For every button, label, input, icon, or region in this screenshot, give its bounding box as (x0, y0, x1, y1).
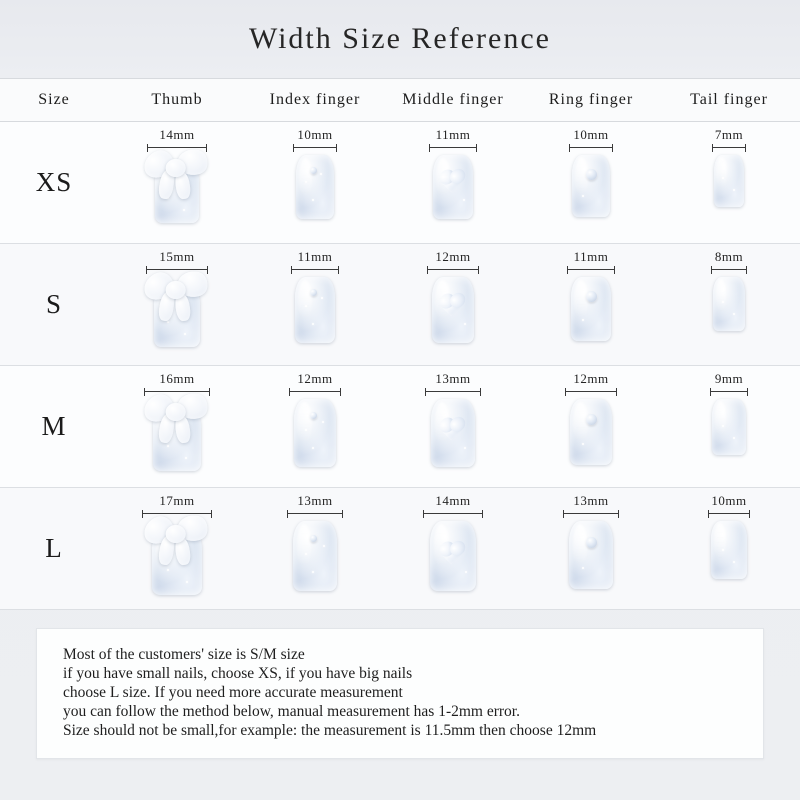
nail-thumb (141, 277, 213, 351)
nail-ring-finger (571, 277, 611, 341)
nail-cell-middle-finger (384, 244, 522, 365)
nail-thumb (139, 399, 215, 475)
caliper-marks (429, 144, 477, 152)
note-line-5: Size should not be small,for example: the measurement is 11.5mm then choose 12mm (63, 722, 597, 739)
caliper-marks (565, 388, 617, 396)
nail-index-finger (296, 155, 334, 219)
note-line-2: if you have small nails, choose XS, if you have big nails (63, 665, 413, 682)
caliper-marks (146, 266, 208, 274)
caliper-marks (291, 266, 339, 274)
table-row (0, 488, 800, 610)
note-line-4: you can follow the method below, manual measurement has 1-2mm error. (63, 703, 520, 720)
caliper-marks (425, 388, 481, 396)
width-label: 16mm (159, 371, 195, 386)
caliper-marks (427, 266, 479, 274)
nail-cell-tail-finger (660, 122, 798, 243)
width-label: 10mm (711, 493, 747, 508)
width-label: 11mm (297, 249, 333, 264)
width-label: 13mm (435, 371, 471, 386)
nail-thumb (142, 155, 212, 227)
nail-cell-middle-finger (384, 366, 522, 487)
nail-cell-thumb (108, 488, 246, 609)
nail-ring-finger (570, 399, 612, 465)
nail-cell-tail-finger (660, 244, 798, 365)
width-label: 12mm (297, 371, 333, 386)
caliper-marks (563, 510, 619, 518)
size-table (0, 78, 800, 610)
nail-tail-finger (713, 277, 745, 331)
nail-tail-finger (711, 521, 747, 579)
nail-cell-middle-finger (384, 122, 522, 243)
nail-tail-finger (714, 155, 744, 207)
caliper-marks (293, 144, 337, 152)
table-row (0, 244, 800, 366)
nail-cell-thumb (108, 366, 246, 487)
page-title: Width Size Reference (248, 22, 551, 55)
column-header-size: Size (38, 91, 70, 108)
width-label: 15mm (159, 249, 195, 264)
nail-cell-tail-finger (660, 366, 798, 487)
width-label: 12mm (435, 249, 471, 264)
nail-cell-middle-finger (384, 488, 522, 609)
caliper-marks (711, 266, 747, 274)
row-size-label: S (45, 289, 63, 319)
note-line-1: Most of the customers' size is S/M size (63, 646, 305, 663)
width-label: 7mm (714, 127, 744, 142)
nail-cell-index-finger (246, 244, 384, 365)
width-label: 14mm (159, 127, 195, 142)
width-label: 8mm (714, 249, 744, 264)
nail-cell-thumb (108, 244, 246, 365)
width-label: 11mm (573, 249, 609, 264)
nail-middle-finger (431, 399, 475, 467)
caliper-marks (708, 510, 750, 518)
nail-ring-finger (572, 155, 610, 217)
caliper-marks (144, 388, 210, 396)
caliper-marks (147, 144, 207, 152)
column-header-index-finger: Index finger (269, 91, 361, 108)
caliper-marks (712, 144, 746, 152)
width-label: 11mm (435, 127, 471, 142)
nail-cell-thumb (108, 122, 246, 243)
row-size-label: XS (35, 167, 73, 197)
nail-cell-ring-finger (522, 488, 660, 609)
nail-cell-ring-finger (522, 366, 660, 487)
nail-index-finger (293, 521, 337, 591)
column-header-middle-finger: Middle finger (402, 91, 504, 108)
nail-middle-finger (433, 155, 473, 219)
nail-cell-index-finger (246, 366, 384, 487)
table-header-row (0, 78, 800, 122)
nail-cell-tail-finger (660, 488, 798, 609)
column-header-tail-finger: Tail finger (690, 91, 768, 108)
nail-ring-finger (569, 521, 613, 589)
width-label: 13mm (297, 493, 333, 508)
nail-cell-ring-finger (522, 122, 660, 243)
title-bar (0, 0, 800, 78)
width-label: 9mm (714, 371, 744, 386)
caliper-marks (287, 510, 343, 518)
width-label: 12mm (573, 371, 609, 386)
caliper-marks (289, 388, 341, 396)
caliper-marks (142, 510, 212, 518)
width-label: 10mm (573, 127, 609, 142)
nail-tail-finger (712, 399, 746, 455)
caliper-marks (423, 510, 483, 518)
nail-cell-ring-finger (522, 244, 660, 365)
caliper-marks (569, 144, 613, 152)
row-size-label: L (45, 533, 63, 563)
nail-middle-finger (430, 521, 476, 591)
nail-index-finger (294, 399, 336, 467)
caliper-marks (710, 388, 748, 396)
caliper-marks (567, 266, 615, 274)
nail-cell-index-finger (246, 488, 384, 609)
nail-index-finger (295, 277, 335, 343)
width-label: 10mm (297, 127, 333, 142)
note-section (0, 610, 800, 759)
table-row (0, 366, 800, 488)
note-box (36, 628, 764, 759)
nail-middle-finger (432, 277, 474, 343)
row-size-label: M (41, 411, 67, 441)
width-label: 13mm (573, 493, 609, 508)
column-header-thumb: Thumb (151, 91, 203, 108)
nail-cell-index-finger (246, 122, 384, 243)
table-row (0, 122, 800, 244)
nail-thumb (137, 521, 217, 599)
column-header-ring-finger: Ring finger (548, 91, 634, 108)
width-label: 14mm (435, 493, 471, 508)
note-line-3: choose L size. If you need more accurate measurement (63, 684, 403, 701)
width-label: 17mm (159, 493, 195, 508)
